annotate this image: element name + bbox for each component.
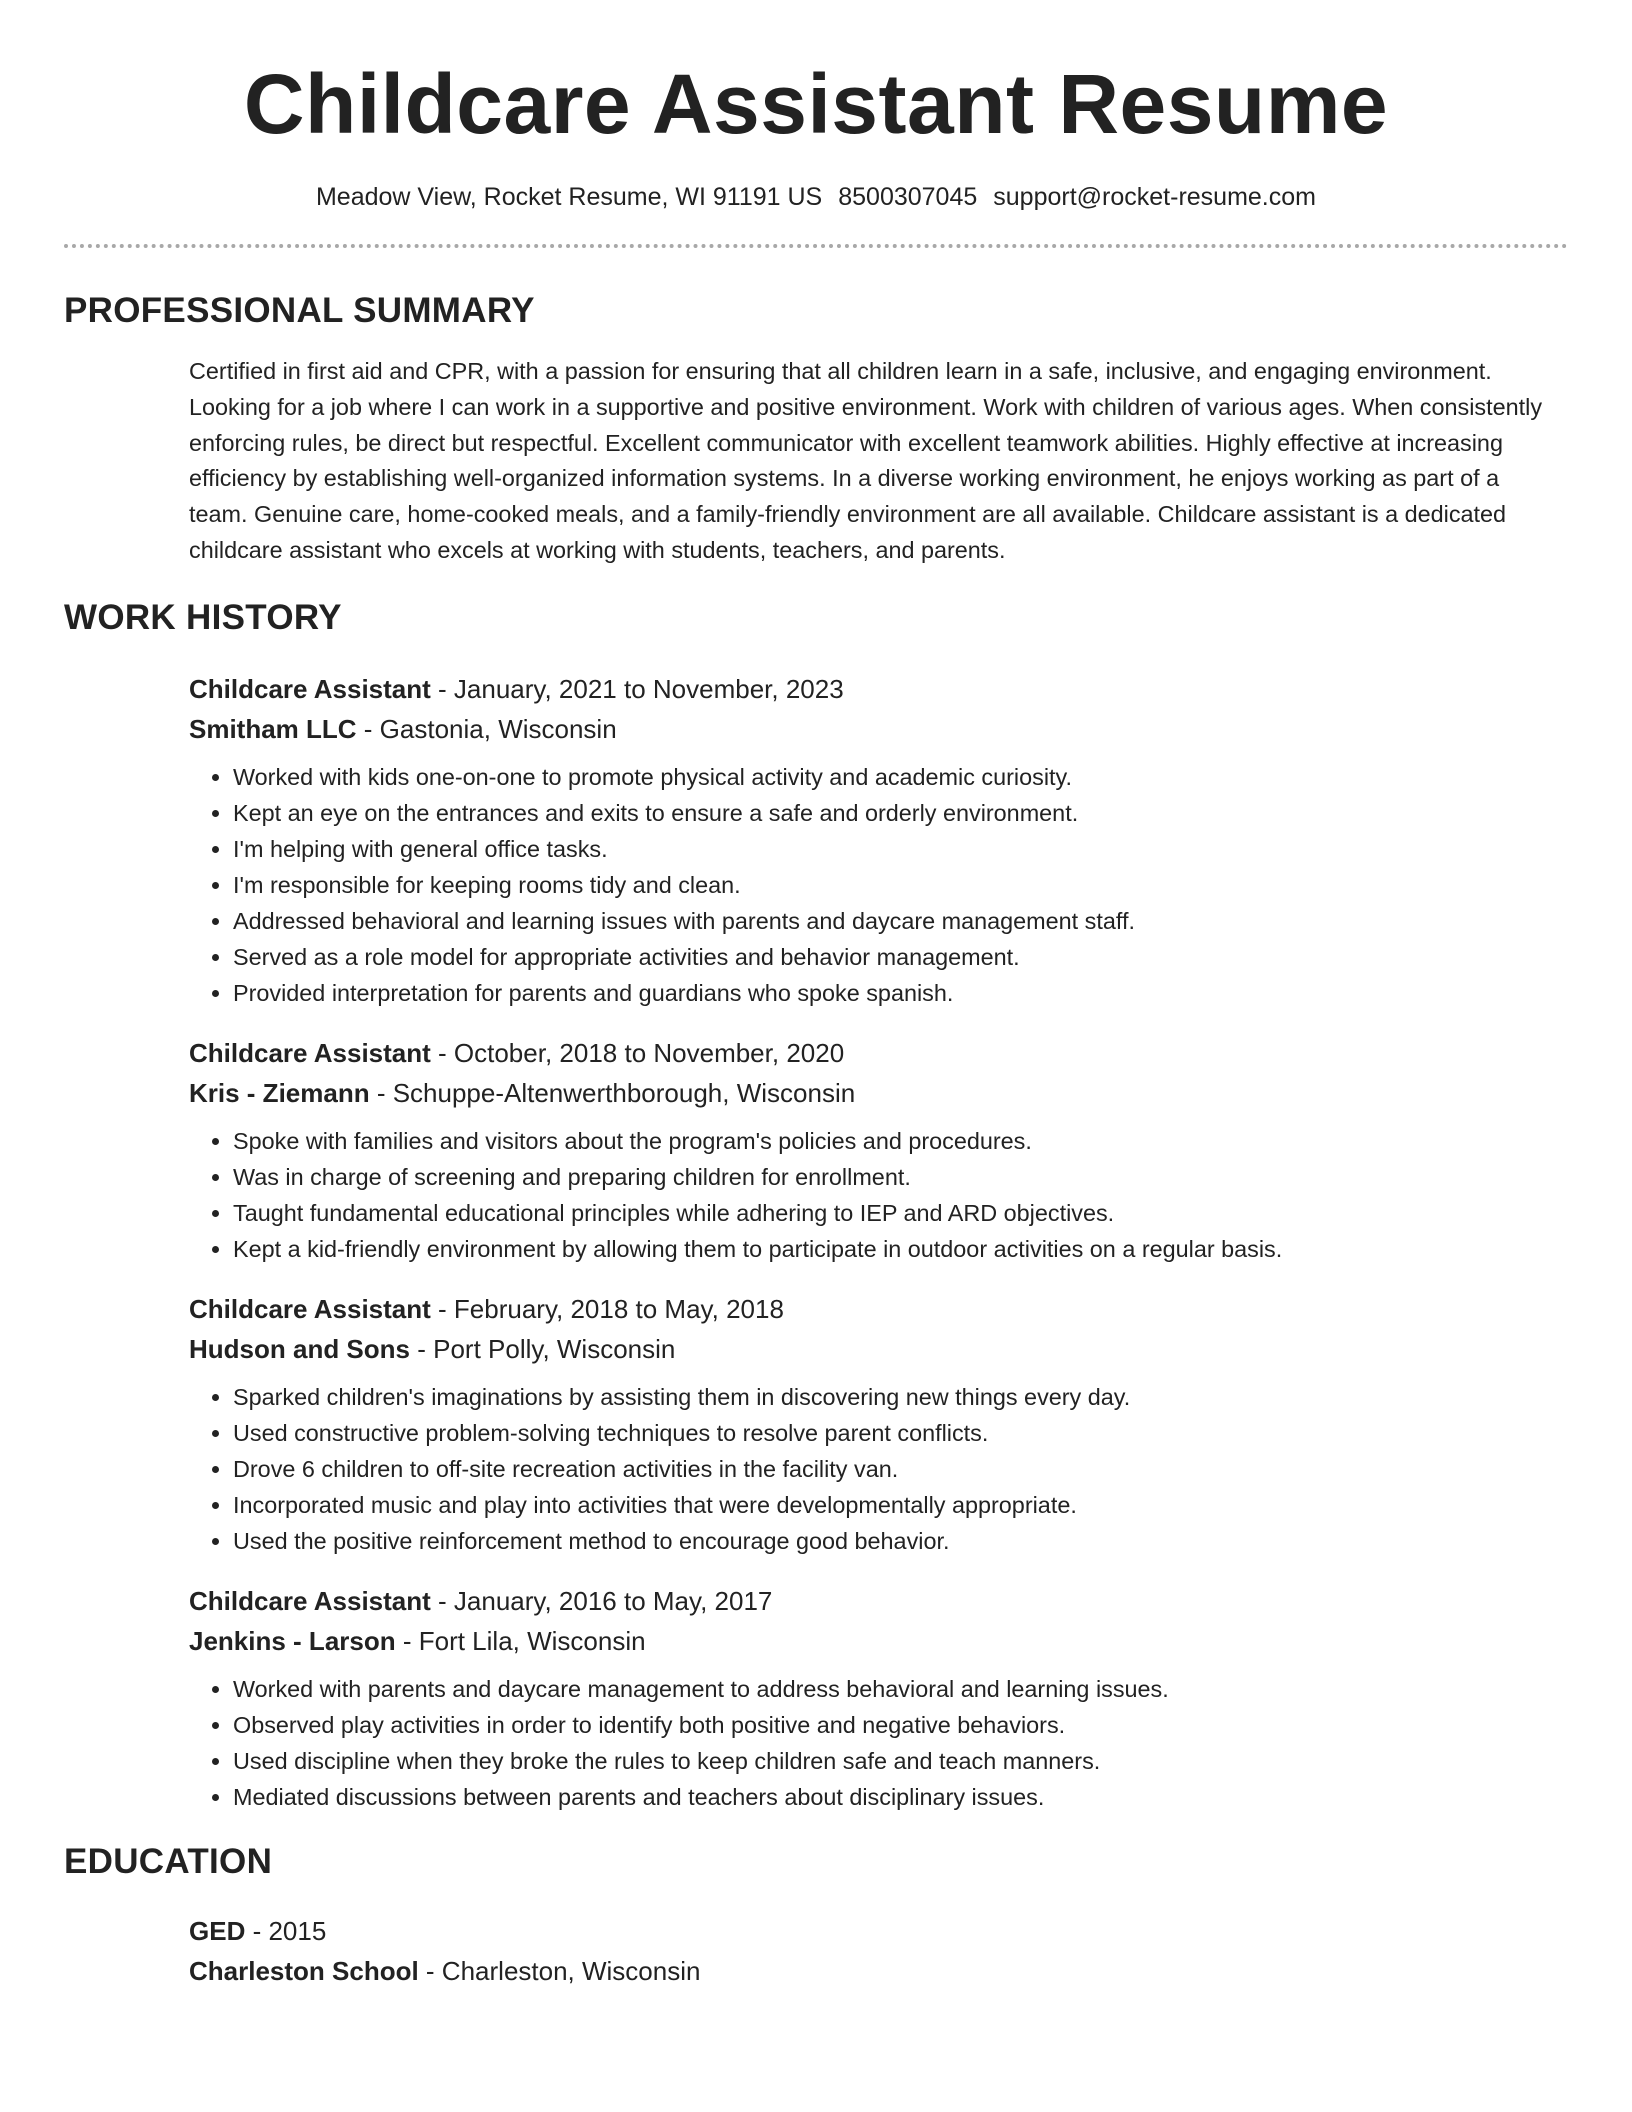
job-entry xyxy=(189,669,1568,1011)
education-degree: GED xyxy=(189,1915,246,1946)
education-entry xyxy=(189,1911,1568,1991)
contact-address: Meadow View, Rocket Resume, WI 91191 US xyxy=(315,183,823,211)
job-bullet: • Used the positive reinforcement method to encourage good behavior. xyxy=(233,1523,1568,1559)
education-degree-line xyxy=(189,1911,1568,1951)
job-bullets xyxy=(189,1671,1568,1815)
job-bullet: • Mediated discussions between parents and teachers about disciplinary issues. xyxy=(233,1779,1568,1815)
job-bullet: • Was in charge of screening and preparing children for enrollment. xyxy=(233,1159,1568,1195)
contact-email: support@rocket-resume.com xyxy=(993,183,1316,211)
job-bullet: • Kept a kid-friendly environment by allowing them to participate in outdoor activities on a regular basis. xyxy=(233,1231,1568,1267)
job-bullet: • Spoke with families and visitors about the program's policies and procedures. xyxy=(233,1123,1568,1159)
job-company-line xyxy=(189,1329,1568,1369)
job-company: Smitham LLC xyxy=(189,713,357,744)
education-section xyxy=(64,1839,1568,1991)
job-bullet: • Used discipline when they broke the rules to keep children safe and teach manners. xyxy=(233,1743,1568,1779)
job-bullet: • Worked with parents and daycare management to address behavioral and learning issues. xyxy=(233,1671,1568,1707)
job-company: Jenkins - Larson xyxy=(189,1625,396,1656)
job-entry xyxy=(189,1581,1568,1815)
job-title-line xyxy=(189,1581,1568,1621)
job-role: Childcare Assistant xyxy=(189,1585,431,1616)
job-role: Childcare Assistant xyxy=(189,1037,431,1068)
work-history-heading: WORK HISTORY xyxy=(64,597,342,637)
job-role: Childcare Assistant xyxy=(189,1293,431,1324)
summary-text: Certified in first aid and CPR, with a passion for ensuring that all children learn in a safe, inclusive, and engaging environment. Looking for a job where I can work in a supportive and positive environment. Work with children of various ages. When consistently enforcing rules, be direct but respectful. Excellent communicator with excellent teamwork abilities. Highly effective at increasing efficiency by establishing well-organized information systems. In a diverse working environment, he enjoys working as part of a team. Genuine care, home-cooked meals, and a family-friendly environment are all available. Childcare assistant is a dedicated childcare assistant who excels at working with students, teachers, and parents. xyxy=(189,358,1543,563)
job-company-line xyxy=(189,1621,1568,1661)
work-history-section xyxy=(64,595,1568,1815)
summary-section xyxy=(64,288,1568,569)
job-entry xyxy=(189,1289,1568,1559)
job-bullet: • I'm responsible for keeping rooms tidy and clean. xyxy=(233,867,1568,903)
contact-line xyxy=(64,180,1568,214)
job-bullet: • Incorporated music and play into activities that were developmentally appropriate. xyxy=(233,1487,1568,1523)
job-bullets xyxy=(189,1379,1568,1559)
job-bullet: • Provided interpretation for parents and guardians who spoke spanish. xyxy=(233,975,1568,1011)
job-location: - Schuppe-Altenwerthborough, Wisconsin xyxy=(369,1077,856,1108)
job-bullet: • Worked with kids one-on-one to promote physical activity and academic curiosity. xyxy=(233,759,1568,795)
education-school: Charleston School xyxy=(189,1955,419,1986)
job-company-line xyxy=(189,709,1568,749)
job-dates: - February, 2018 to May, 2018 xyxy=(430,1293,784,1324)
job-bullet: • Observed play activities in order to identify both positive and negative behaviors. xyxy=(233,1707,1568,1743)
job-entry xyxy=(189,1033,1568,1267)
job-role: Childcare Assistant xyxy=(189,673,431,704)
resume-header xyxy=(64,0,1568,214)
job-location: - Fort Lila, Wisconsin xyxy=(395,1625,646,1656)
summary-heading: PROFESSIONAL SUMMARY xyxy=(64,291,535,330)
job-title-line xyxy=(189,1033,1568,1073)
job-location: - Port Polly, Wisconsin xyxy=(410,1333,676,1364)
job-bullet: • I'm helping with general office tasks. xyxy=(233,831,1568,867)
header-divider xyxy=(64,244,1568,248)
job-bullet: • Kept an eye on the entrances and exits to ensure a safe and orderly environment. xyxy=(233,795,1568,831)
contact-phone: 8500307045 xyxy=(838,183,978,211)
education-heading: EDUCATION xyxy=(64,1841,273,1881)
job-location: - Gastonia, Wisconsin xyxy=(356,713,617,744)
job-dates: - January, 2021 to November, 2023 xyxy=(430,673,844,704)
job-dates: - January, 2016 to May, 2017 xyxy=(430,1585,773,1616)
job-bullet: • Sparked children's imaginations by assisting them in discovering new things every day. xyxy=(233,1379,1568,1415)
job-bullet: • Addressed behavioral and learning issues with parents and daycare management staff. xyxy=(233,903,1568,939)
job-company-line xyxy=(189,1073,1568,1113)
job-bullets xyxy=(189,759,1568,1011)
job-company: Hudson and Sons xyxy=(189,1333,410,1364)
job-title-line xyxy=(189,1289,1568,1329)
job-dates: - October, 2018 to November, 2020 xyxy=(430,1037,845,1068)
education-school-line xyxy=(189,1951,1568,1991)
resume-title: Childcare Assistant Resume xyxy=(243,57,1389,151)
job-bullet: • Used constructive problem-solving techniques to resolve parent conflicts. xyxy=(233,1415,1568,1451)
job-bullet: • Drove 6 children to off-site recreation activities in the facility van. xyxy=(233,1451,1568,1487)
education-location: - Charleston, Wisconsin xyxy=(418,1955,701,1986)
job-bullets xyxy=(189,1123,1568,1267)
job-title-line xyxy=(189,669,1568,709)
job-company: Kris - Ziemann xyxy=(189,1077,370,1108)
education-year: - 2015 xyxy=(245,1915,327,1946)
job-bullet: • Served as a role model for appropriate activities and behavior management. xyxy=(233,939,1568,975)
job-bullet: • Taught fundamental educational principles while adhering to IEP and ARD objectives. xyxy=(233,1195,1568,1231)
